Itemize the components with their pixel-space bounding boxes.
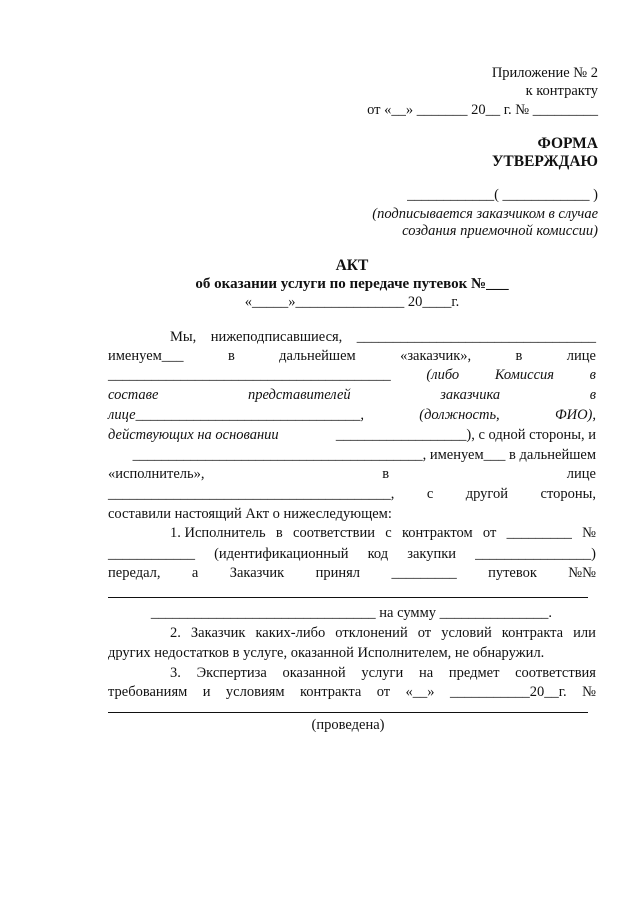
text-fragment: в bbox=[382, 466, 390, 482]
act-date: «_____»_______________ 20____г. bbox=[244, 294, 460, 310]
clause-1-line-5: _______________________________ на сумму _______________. bbox=[150, 605, 552, 621]
text-fragment: передал, bbox=[108, 565, 161, 581]
signature-note-2: создания приемочной комиссии) bbox=[402, 223, 598, 239]
text-fragment: _________ bbox=[506, 525, 572, 541]
text-fragment: контрактом bbox=[401, 525, 473, 541]
body-line-5 bbox=[108, 406, 596, 424]
text-fragment: или bbox=[573, 625, 596, 641]
body-line-2 bbox=[108, 347, 596, 365]
body-line-10: составили настоящий Акт о нижеследующем: bbox=[108, 506, 392, 522]
text-fragment: №№ bbox=[568, 565, 596, 581]
text-fragment: стороны, bbox=[540, 486, 596, 502]
act-title: АКТ bbox=[335, 257, 369, 274]
clause-3-line-1 bbox=[170, 664, 596, 682]
text-fragment: _______________________________________, bbox=[108, 486, 395, 502]
clause-3-blank-rule bbox=[108, 712, 588, 713]
text-fragment: «заказчик», bbox=[400, 348, 472, 364]
clause-2-line-2: других недостатков в услуге, оказанной Исполнителем, не обнаружил. bbox=[108, 645, 545, 661]
text-fragment: (должность, bbox=[419, 407, 500, 423]
text-fragment: соответствия bbox=[515, 665, 596, 681]
clause-3-line-2 bbox=[108, 683, 596, 701]
text-fragment: 2. bbox=[170, 625, 181, 641]
clause-1-line-3 bbox=[108, 564, 596, 582]
text-fragment: нижеподписавшиеся, bbox=[210, 329, 343, 345]
text-fragment: условиям bbox=[225, 684, 285, 700]
text-fragment: предмет bbox=[448, 665, 500, 681]
text-fragment: в bbox=[589, 367, 596, 383]
clause-1-line-2 bbox=[108, 545, 596, 563]
text-fragment: соответствии bbox=[293, 525, 375, 541]
text-fragment: составе bbox=[108, 387, 159, 403]
text-fragment: и bbox=[202, 684, 211, 700]
text-fragment: № bbox=[582, 525, 596, 541]
text-fragment: с bbox=[426, 486, 434, 502]
text-fragment: Комиссия bbox=[494, 367, 554, 383]
body-line-7: ________________________________________, именуем___ в дальнейшем bbox=[132, 447, 596, 463]
text-fragment: _________________________________ bbox=[356, 329, 596, 345]
body-line-8 bbox=[108, 465, 596, 483]
text-fragment: каких-либо bbox=[255, 625, 326, 641]
clause-3-caption: (проведена) bbox=[311, 717, 385, 733]
body-line-9 bbox=[108, 485, 596, 503]
form-label: ФОРМА bbox=[537, 135, 598, 152]
text-fragment: «__» bbox=[405, 684, 435, 700]
text-fragment: дальнейшем bbox=[279, 348, 356, 364]
act-subtitle: об оказании услуги по передаче путевок №___ bbox=[195, 276, 509, 292]
text-fragment: ________________) bbox=[475, 546, 596, 562]
appendix-contract: к контракту bbox=[525, 83, 598, 99]
text-fragment: лице_______________________________, bbox=[108, 407, 364, 423]
text-fragment: отклонений bbox=[335, 625, 408, 641]
text-fragment: Экспертиза bbox=[196, 665, 267, 681]
text-fragment: 1. Исполнитель bbox=[170, 525, 266, 541]
text-fragment: другой bbox=[465, 486, 509, 502]
text-fragment: а bbox=[191, 565, 199, 581]
signature-line: ____________( ____________ ) bbox=[407, 187, 598, 203]
text-fragment: контракта bbox=[299, 684, 362, 700]
text-fragment: с bbox=[385, 525, 392, 541]
text-fragment: лице bbox=[566, 466, 596, 482]
appendix-date-line: от «__» _______ 20__ г. № _________ bbox=[367, 102, 598, 118]
body-line-3 bbox=[108, 366, 596, 384]
text-fragment: в bbox=[275, 525, 283, 541]
text-fragment: лице bbox=[566, 348, 596, 364]
text-fragment: действующих на основании bbox=[108, 427, 279, 443]
text-fragment: заказчика bbox=[440, 387, 501, 403]
text-fragment: ФИО), bbox=[554, 407, 596, 423]
text-fragment: условий bbox=[441, 625, 492, 641]
text-fragment: принял bbox=[315, 565, 361, 581]
text-fragment: от bbox=[482, 525, 497, 541]
text-fragment: ___________20__г. bbox=[449, 684, 567, 700]
text-fragment: Мы, bbox=[170, 329, 197, 345]
body-line-6 bbox=[108, 426, 596, 444]
text-fragment: требованиям bbox=[108, 684, 188, 700]
text-fragment: на bbox=[418, 665, 434, 681]
text-fragment: от bbox=[376, 684, 391, 700]
text-fragment: 3. bbox=[170, 665, 181, 681]
text-fragment: от bbox=[417, 625, 432, 641]
text-fragment: ____________ bbox=[108, 546, 195, 562]
text-fragment: Заказчик bbox=[190, 625, 246, 641]
body-line-4 bbox=[108, 386, 596, 404]
text-fragment: услуги bbox=[361, 665, 404, 681]
text-fragment: путевок bbox=[488, 565, 537, 581]
text-fragment: оказанной bbox=[282, 665, 346, 681]
text-fragment: _________ bbox=[391, 565, 457, 581]
clause-2-line-1 bbox=[170, 624, 596, 642]
text-fragment: «исполнитель», bbox=[108, 466, 205, 482]
text-fragment: контракта bbox=[501, 625, 564, 641]
text-fragment: (идентификационный bbox=[214, 546, 349, 562]
text-fragment: в bbox=[227, 348, 235, 364]
text-fragment: в bbox=[515, 348, 523, 364]
body-line-1 bbox=[170, 328, 596, 346]
text-fragment: № bbox=[582, 684, 596, 700]
text-fragment: код bbox=[367, 546, 389, 562]
text-fragment: в bbox=[589, 387, 596, 403]
text-fragment: представителей bbox=[247, 387, 351, 403]
text-fragment: (либо bbox=[426, 367, 460, 383]
appendix-number: Приложение № 2 bbox=[491, 65, 598, 81]
signature-note-1: (подписывается заказчиком в случае bbox=[372, 206, 598, 222]
text-fragment: Заказчик bbox=[229, 565, 285, 581]
text-fragment: _______________________________________ bbox=[108, 367, 391, 383]
text-fragment: __________________), с одной стороны, и bbox=[335, 427, 596, 443]
clause-1-blank-rule bbox=[108, 597, 588, 598]
text-fragment: закупки bbox=[407, 546, 457, 562]
approve-label: УТВЕРЖДАЮ bbox=[492, 153, 598, 170]
text-fragment: именуем___ bbox=[108, 348, 184, 364]
clause-1-line-1 bbox=[170, 524, 596, 542]
